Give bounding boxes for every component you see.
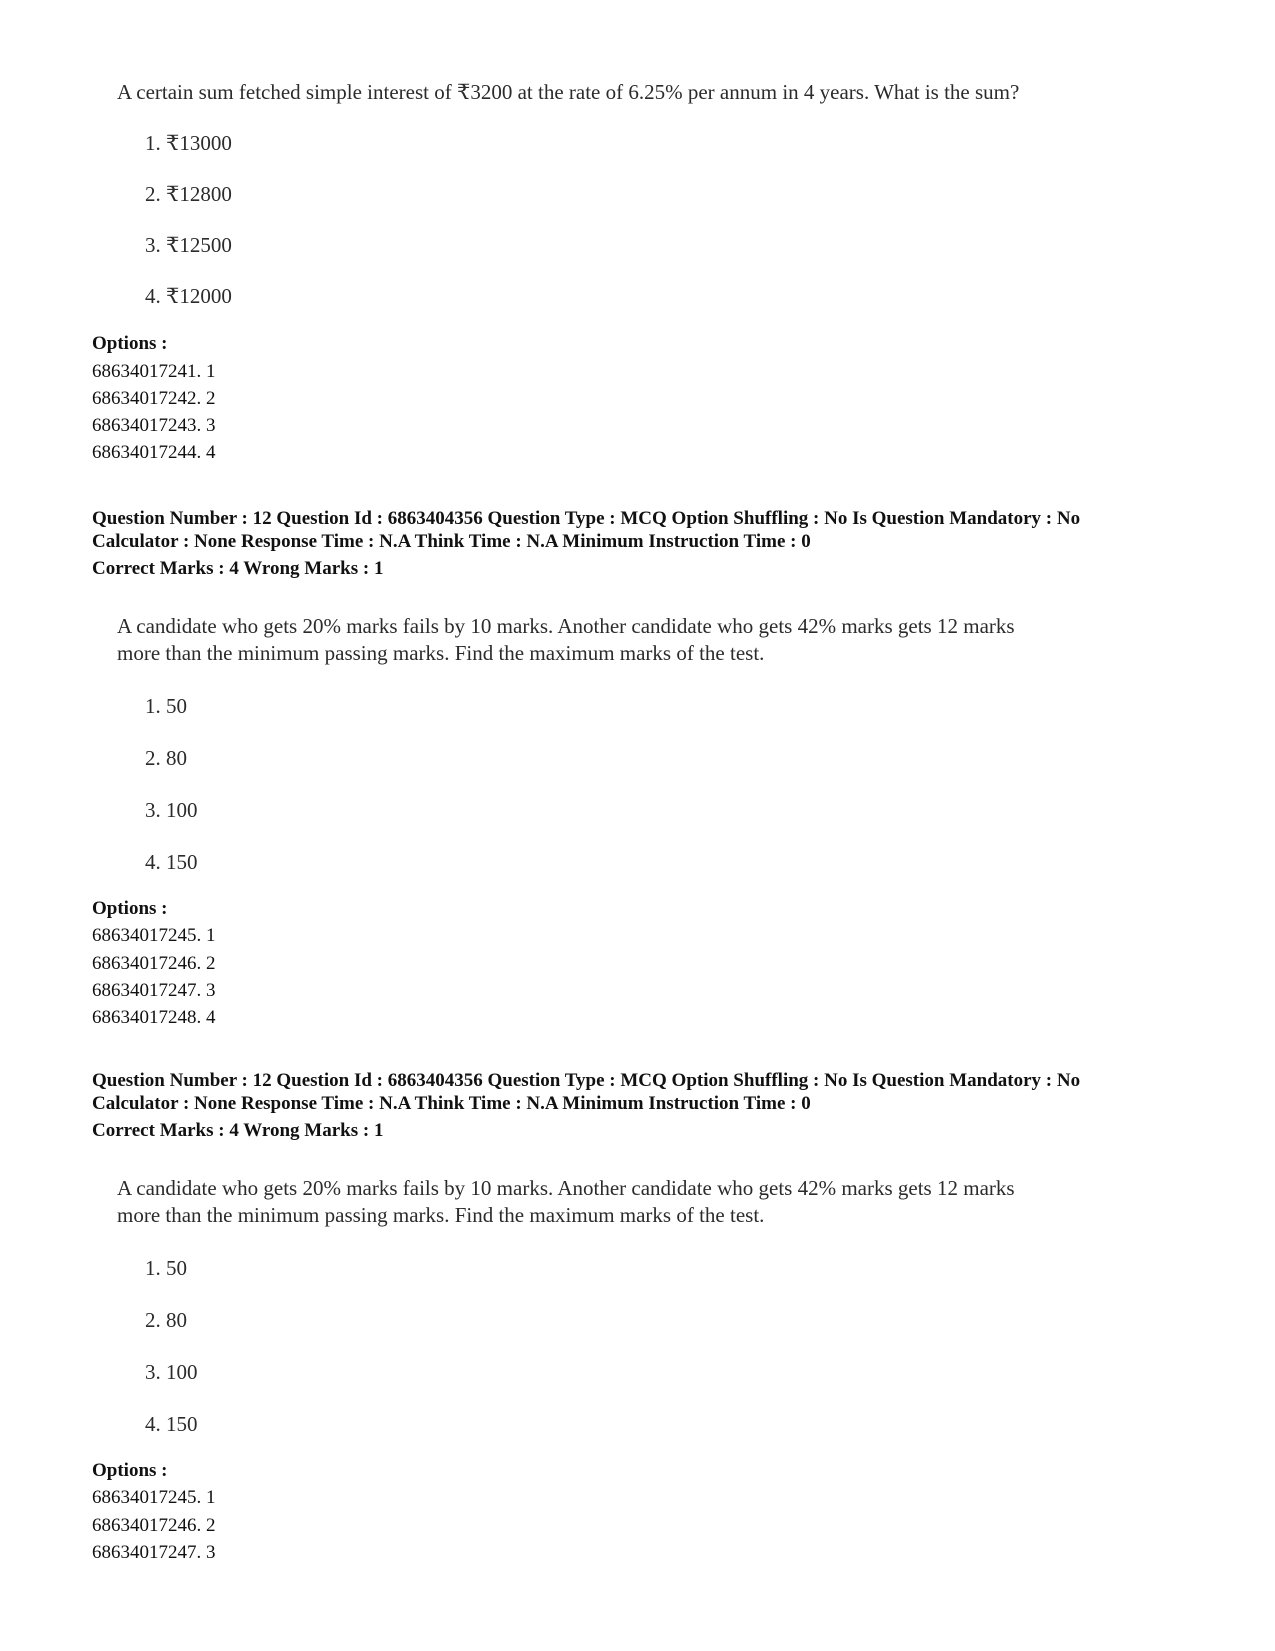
options-heading: Options : [92, 898, 168, 919]
option-id-line: 68634017246. 2 [92, 1515, 216, 1536]
choice-item: 4. 150 [145, 1412, 198, 1436]
question-text: A candidate who gets 20% marks fails by 10 marks. Another candidate who gets 42% marks gets 12 marks [117, 1176, 1015, 1200]
question-meta-line: Calculator : None Response Time : N.A Think Time : N.A Minimum Instruction Time : 0 [92, 531, 811, 552]
options-heading: Options : [92, 333, 168, 354]
question-meta-line: Question Number : 12 Question Id : 6863404356 Question Type : MCQ Option Shuffling : No Is Question Mandatory : No [92, 508, 1081, 529]
option-id-line: 68634017245. 1 [92, 1487, 216, 1508]
option-id-line: 68634017242. 2 [92, 388, 216, 409]
option-id-line: 68634017244. 4 [92, 442, 216, 463]
option-id-line: 68634017243. 3 [92, 415, 216, 436]
option-id-line: 68634017247. 3 [92, 980, 216, 1001]
choice-item: 1. ₹13000 [145, 131, 232, 155]
question-meta-line: Calculator : None Response Time : N.A Think Time : N.A Minimum Instruction Time : 0 [92, 1093, 811, 1114]
question-meta-line: Question Number : 12 Question Id : 6863404356 Question Type : MCQ Option Shuffling : No Is Question Mandatory : No [92, 1070, 1081, 1091]
options-heading: Options : [92, 1460, 168, 1481]
choice-item: 2. 80 [145, 746, 187, 770]
question-marks: Correct Marks : 4 Wrong Marks : 1 [92, 1120, 384, 1141]
choice-item: 4. 150 [145, 850, 198, 874]
option-id-line: 68634017247. 3 [92, 1542, 216, 1563]
choice-item: 2. 80 [145, 1308, 187, 1332]
choice-item: 4. ₹12000 [145, 284, 232, 308]
question-marks: Correct Marks : 4 Wrong Marks : 1 [92, 558, 384, 579]
question-text: A certain sum fetched simple interest of ₹3200 at the rate of 6.25% per annum in 4 years. What is the sum? [117, 80, 1020, 104]
question-text: A candidate who gets 20% marks fails by 10 marks. Another candidate who gets 42% marks gets 12 marks [117, 614, 1015, 638]
option-id-line: 68634017248. 4 [92, 1007, 216, 1028]
choice-item: 1. 50 [145, 1256, 187, 1280]
choice-item: 2. ₹12800 [145, 182, 232, 206]
question-text: more than the minimum passing marks. Find the maximum marks of the test. [117, 1203, 765, 1227]
option-id-line: 68634017245. 1 [92, 925, 216, 946]
option-id-line: 68634017241. 1 [92, 361, 216, 382]
choice-item: 3. 100 [145, 798, 198, 822]
choice-item: 3. ₹12500 [145, 233, 232, 257]
question-text: more than the minimum passing marks. Find the maximum marks of the test. [117, 641, 765, 665]
option-id-line: 68634017246. 2 [92, 953, 216, 974]
choice-item: 1. 50 [145, 694, 187, 718]
choice-item: 3. 100 [145, 1360, 198, 1384]
